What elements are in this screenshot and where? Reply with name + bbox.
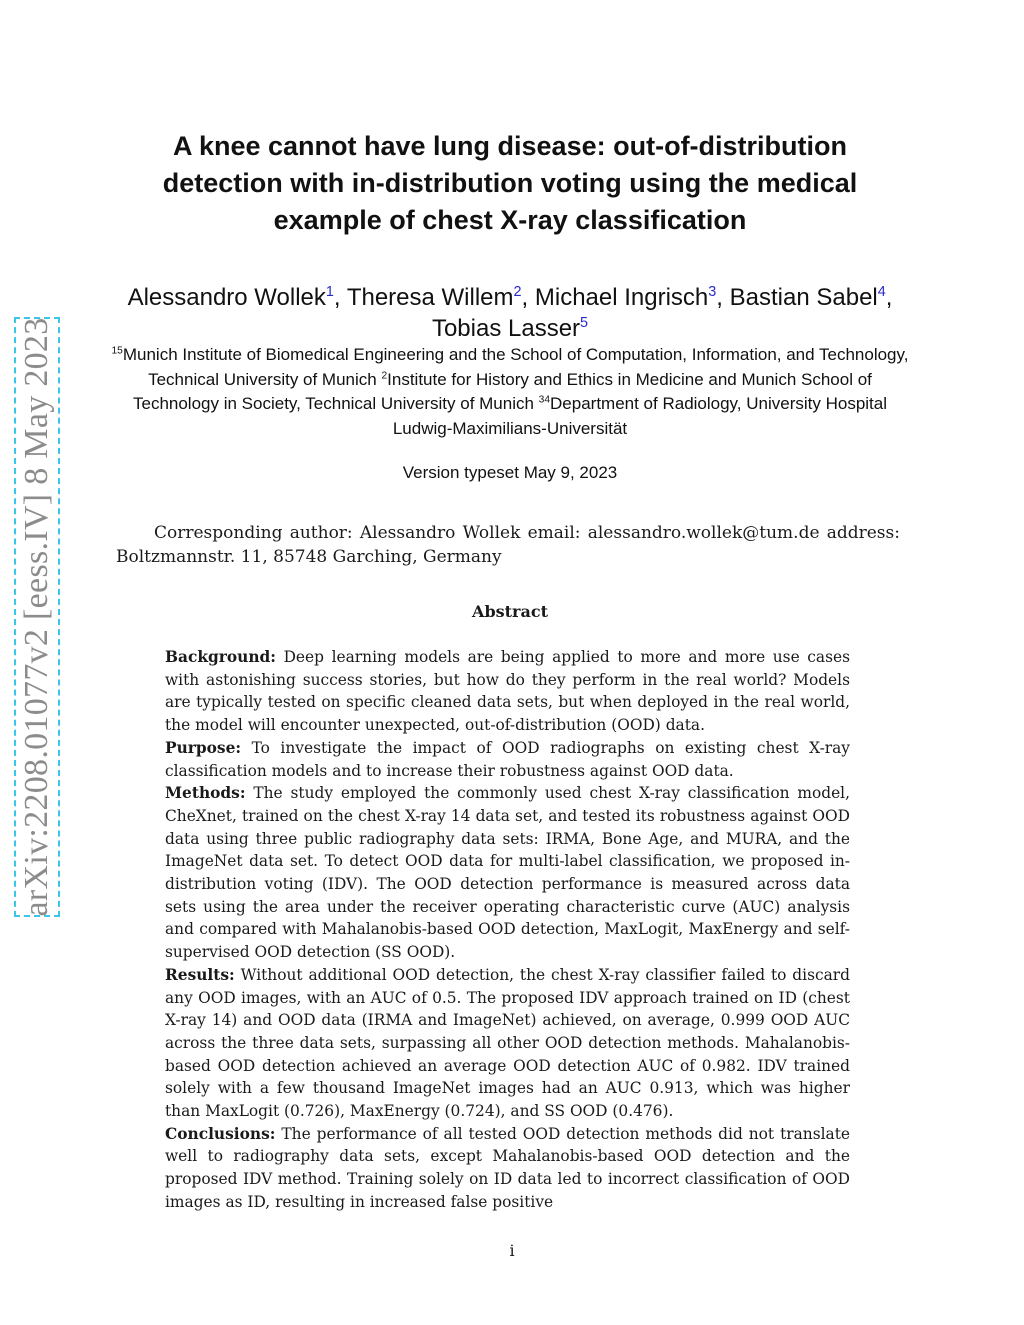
- affiliations: [105, 343, 915, 441]
- affiliation: $^{34}$Department of Radiology, University Hospital Ludwig-Maximilians-Universität: [392, 394, 888, 438]
- abstract-purpose: Purpose: To investigate the impact of OOD radiographs on existing chest X-ray classification models and to increase their robustness against OOD data.: [165, 738, 850, 780]
- version-line: Version typeset May 9, 2023: [402, 463, 618, 482]
- corresponding-author: Corresponding author: Alessandro Wollek email: alessandro.wollek@tum.de address: Boltzmannstr. 11, 85748 Garching, Germany: [116, 523, 900, 567]
- page-number: i: [509, 1241, 515, 1260]
- affiliation: $^2$Institute for History and Ethics in Medicine and Munich School of Technology in Society, Technical University of Munich: [132, 369, 872, 413]
- arxiv-sidebar: [14, 317, 60, 917]
- abstract-heading: Abstract: [472, 602, 548, 621]
- paper-title: A knee cannot have lung disease: out-of-distribution detection with in-distribution voting using the medical example of chest X-ray classification: [162, 131, 858, 235]
- abstract-conclusions: Conclusions: The performance of all tested OOD detection methods did not translate well to radiography data sets, except Mahalanobis-based OOD detection and the proposed IDV method. Training solely on ID data led to incorrect classification of OOD images as ID, resulting in increased false positive: [165, 1124, 850, 1211]
- author: Alessandro Wollek$^1$,: [127, 284, 347, 311]
- affiliation: $^{15}$Munich Institute of Biomedical Engineering and the School of Computation, Information, and Technology, Technical University of Munich: [111, 345, 909, 389]
- abstract-body: [165, 646, 850, 1214]
- abstract-background: Background: Deep learning models are being applied to more and more use cases with astonishing success stories, but how do they perform in the real world? Models are typically tested on specific cleaned data sets, but when deployed in the real world, the model will encounter unexpected, out-of-distribution (OOD) data.: [165, 648, 850, 735]
- abstract-results: Results: Without additional OOD detection, the chest X-ray classifier failed to discard any OOD images, with an AUC of 0.5. The proposed IDV approach trained on ID (chest X-ray 14) and OOD data (IRMA and ImageNet) achieved, on average, 0.999 OOD AUC across the three data sets, surpassing all other OOD detection methods. Mahalanobis-based OOD detection achieved an average OOD detection AUC of 0.982. IDV trained solely with a few thousand ImageNet images had an AUC 0.913, which was higher than MaxLogit (0.726), MaxEnergy (0.724), and SS OOD (0.476).: [165, 965, 850, 1121]
- author-list: [120, 282, 900, 344]
- author: Tobias Lasser$^5$: [431, 315, 589, 342]
- author: Bastian Sabel$^4$,: [729, 284, 893, 311]
- arxiv-identifier: arXiv:2208.01077v2 [eess.IV] 8 May 2023: [18, 317, 55, 917]
- author: Michael Ingrisch$^3$,: [534, 284, 730, 311]
- author: Theresa Willem$^2$,: [346, 284, 535, 311]
- abstract-methods: Methods: The study employed the commonly used chest X-ray classification model, CheXnet, trained on the chest X-ray 14 data set, and tested its robustness against OOD data using three public radiography data sets: IRMA, Bone Age, and MURA, and the ImageNet data set. To detect OOD data for multi-label classification, we proposed in-distribution voting (IDV). The OOD detection performance is measured across data sets using the area under the receiver operating characteristic curve (AUC) analysis and compared with Mahalanobis-based OOD detection, MaxLogit, MaxEnergy and self-supervised OOD detection (SS OOD).: [165, 784, 850, 962]
